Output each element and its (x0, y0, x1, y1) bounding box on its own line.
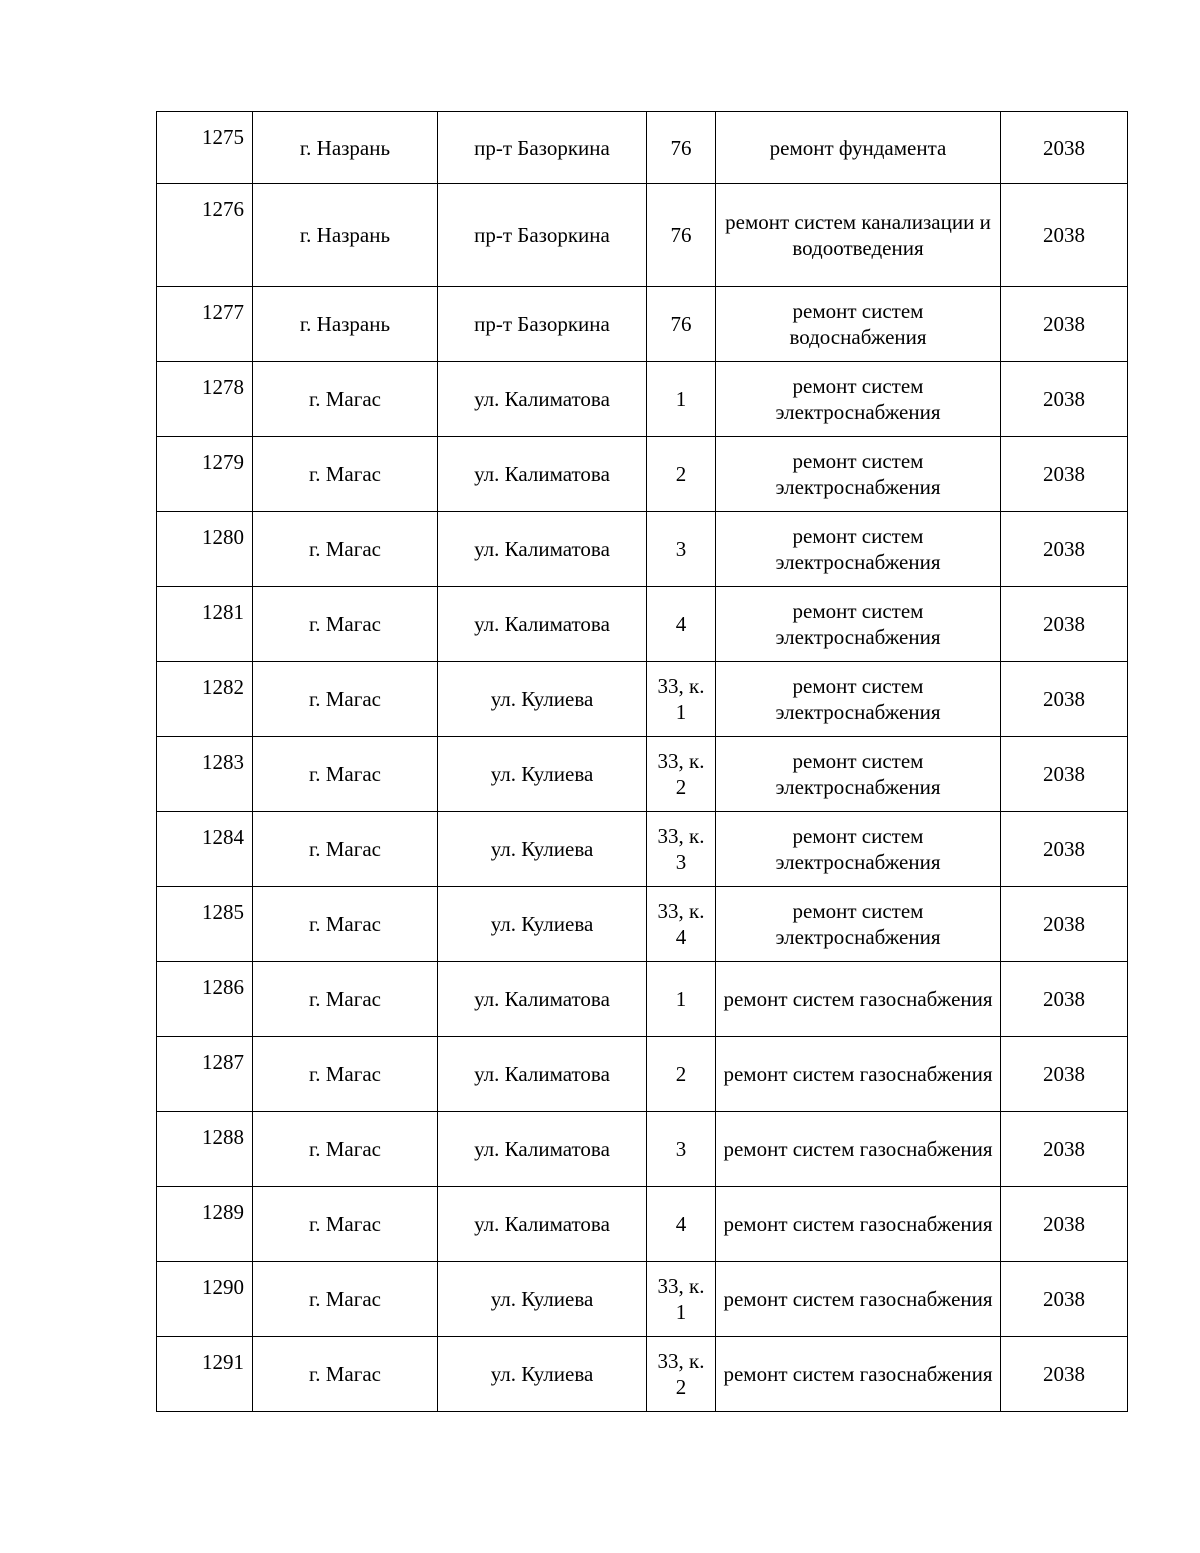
work-type-cell: ремонт систем электроснабжения (716, 587, 1001, 662)
house-cell: 33, к. 3 (647, 812, 716, 887)
row-number: 1275 (157, 112, 253, 184)
street-cell: пр-т Базоркина (438, 112, 647, 184)
work-type-cell: ремонт систем электроснабжения (716, 812, 1001, 887)
street-cell: ул. Калиматова (438, 437, 647, 512)
row-number: 1282 (157, 662, 253, 737)
city-cell: г. Магас (253, 587, 438, 662)
work-type-cell: ремонт систем газоснабжения (716, 1112, 1001, 1187)
table-row (157, 1112, 1128, 1187)
row-number: 1287 (157, 1037, 253, 1112)
house-cell: 33, к. 1 (647, 662, 716, 737)
year-cell: 2038 (1001, 112, 1128, 184)
row-number: 1285 (157, 887, 253, 962)
row-number: 1290 (157, 1262, 253, 1337)
house-cell: 3 (647, 512, 716, 587)
city-cell: г. Магас (253, 662, 438, 737)
row-number: 1279 (157, 437, 253, 512)
city-cell: г. Магас (253, 512, 438, 587)
work-type-cell: ремонт систем электроснабжения (716, 887, 1001, 962)
year-cell: 2038 (1001, 1262, 1128, 1337)
street-cell: ул. Калиматова (438, 1037, 647, 1112)
house-cell: 76 (647, 184, 716, 287)
work-type-cell: ремонт фундамента (716, 112, 1001, 184)
street-cell: ул. Калиматова (438, 1187, 647, 1262)
year-cell: 2038 (1001, 184, 1128, 287)
year-cell: 2038 (1001, 1112, 1128, 1187)
year-cell: 2038 (1001, 437, 1128, 512)
table-row (157, 737, 1128, 812)
work-type-cell: ремонт систем водоснабжения (716, 287, 1001, 362)
house-cell: 3 (647, 1112, 716, 1187)
work-type-cell: ремонт систем электроснабжения (716, 437, 1001, 512)
city-cell: г. Назрань (253, 112, 438, 184)
row-number: 1289 (157, 1187, 253, 1262)
street-cell: ул. Кулиева (438, 812, 647, 887)
street-cell: пр-т Базоркина (438, 184, 647, 287)
table-row (157, 184, 1128, 287)
table-row (157, 437, 1128, 512)
city-cell: г. Магас (253, 437, 438, 512)
row-number: 1278 (157, 362, 253, 437)
table-row (157, 362, 1128, 437)
year-cell: 2038 (1001, 737, 1128, 812)
work-type-cell: ремонт систем электроснабжения (716, 362, 1001, 437)
street-cell: ул. Калиматова (438, 1112, 647, 1187)
city-cell: г. Магас (253, 737, 438, 812)
house-cell: 1 (647, 962, 716, 1037)
row-number: 1288 (157, 1112, 253, 1187)
table-row (157, 587, 1128, 662)
year-cell: 2038 (1001, 812, 1128, 887)
table-row (157, 112, 1128, 184)
street-cell: ул. Кулиева (438, 662, 647, 737)
house-cell: 76 (647, 112, 716, 184)
row-number: 1277 (157, 287, 253, 362)
house-cell: 33, к. 4 (647, 887, 716, 962)
row-number: 1281 (157, 587, 253, 662)
house-cell: 4 (647, 587, 716, 662)
city-cell: г. Назрань (253, 287, 438, 362)
city-cell: г. Магас (253, 1112, 438, 1187)
table-row (157, 662, 1128, 737)
work-type-cell: ремонт систем электроснабжения (716, 512, 1001, 587)
year-cell: 2038 (1001, 1187, 1128, 1262)
year-cell: 2038 (1001, 362, 1128, 437)
table-row (157, 287, 1128, 362)
year-cell: 2038 (1001, 587, 1128, 662)
house-cell: 33, к. 2 (647, 737, 716, 812)
table-row (157, 512, 1128, 587)
city-cell: г. Магас (253, 1337, 438, 1412)
city-cell: г. Магас (253, 1187, 438, 1262)
table-row (157, 1037, 1128, 1112)
work-type-cell: ремонт систем канализации и водоотведения (716, 184, 1001, 287)
table-row (157, 887, 1128, 962)
city-cell: г. Магас (253, 887, 438, 962)
city-cell: г. Магас (253, 812, 438, 887)
house-cell: 33, к. 2 (647, 1337, 716, 1412)
city-cell: г. Назрань (253, 184, 438, 287)
street-cell: пр-т Базоркина (438, 287, 647, 362)
table-row (157, 1337, 1128, 1412)
work-type-cell: ремонт систем газоснабжения (716, 962, 1001, 1037)
street-cell: ул. Кулиева (438, 1262, 647, 1337)
year-cell: 2038 (1001, 1337, 1128, 1412)
street-cell: ул. Калиматова (438, 512, 647, 587)
work-type-cell: ремонт систем газоснабжения (716, 1037, 1001, 1112)
street-cell: ул. Калиматова (438, 962, 647, 1037)
work-type-cell: ремонт систем электроснабжения (716, 737, 1001, 812)
house-cell: 76 (647, 287, 716, 362)
year-cell: 2038 (1001, 962, 1128, 1037)
house-cell: 2 (647, 437, 716, 512)
table-row (157, 962, 1128, 1037)
row-number: 1283 (157, 737, 253, 812)
year-cell: 2038 (1001, 287, 1128, 362)
year-cell: 2038 (1001, 512, 1128, 587)
row-number: 1276 (157, 184, 253, 287)
work-type-cell: ремонт систем газоснабжения (716, 1262, 1001, 1337)
house-cell: 2 (647, 1037, 716, 1112)
row-number: 1291 (157, 1337, 253, 1412)
year-cell: 2038 (1001, 1037, 1128, 1112)
street-cell: ул. Калиматова (438, 362, 647, 437)
street-cell: ул. Кулиева (438, 887, 647, 962)
repair-schedule-table (156, 111, 1128, 1412)
row-number: 1286 (157, 962, 253, 1037)
year-cell: 2038 (1001, 662, 1128, 737)
table-row (157, 1262, 1128, 1337)
work-type-cell: ремонт систем газоснабжения (716, 1337, 1001, 1412)
work-type-cell: ремонт систем газоснабжения (716, 1187, 1001, 1262)
city-cell: г. Магас (253, 362, 438, 437)
street-cell: ул. Кулиева (438, 737, 647, 812)
year-cell: 2038 (1001, 887, 1128, 962)
table-row (157, 1187, 1128, 1262)
street-cell: ул. Калиматова (438, 587, 647, 662)
house-cell: 4 (647, 1187, 716, 1262)
house-cell: 1 (647, 362, 716, 437)
house-cell: 33, к. 1 (647, 1262, 716, 1337)
row-number: 1284 (157, 812, 253, 887)
table-row (157, 812, 1128, 887)
city-cell: г. Магас (253, 1037, 438, 1112)
city-cell: г. Магас (253, 1262, 438, 1337)
row-number: 1280 (157, 512, 253, 587)
work-type-cell: ремонт систем электроснабжения (716, 662, 1001, 737)
city-cell: г. Магас (253, 962, 438, 1037)
street-cell: ул. Кулиева (438, 1337, 647, 1412)
